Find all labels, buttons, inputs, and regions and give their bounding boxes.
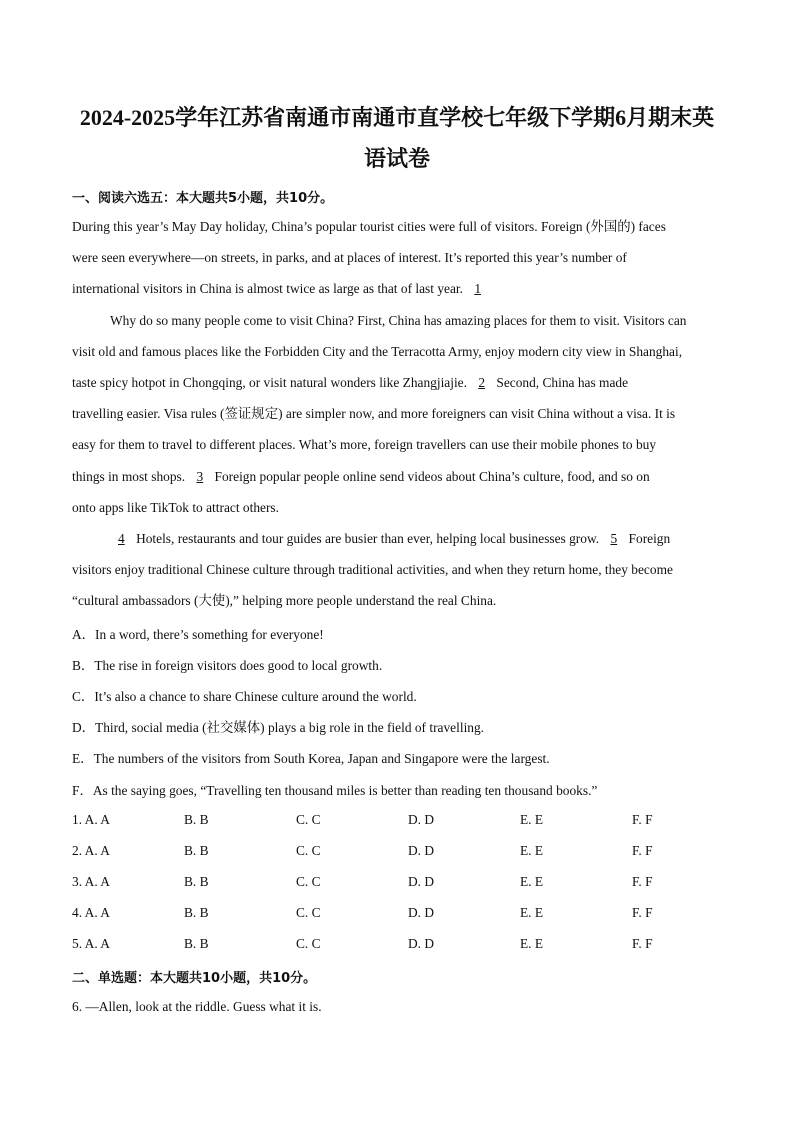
- para2-line5: easy for them to travel to different places. What’s more, foreign travellers can use their mobile phones to buy: [72, 437, 657, 452]
- q3-choice-c[interactable]: C. C: [296, 874, 321, 889]
- answer-row-2: [72, 843, 722, 861]
- blank-3[interactable]: 3: [196, 469, 204, 484]
- section1-heading: 一、阅读六选五：本大题共5小题，共10分。: [72, 191, 334, 206]
- para2-line4: travelling easier. Visa rules (签证规定) are simpler now, and more foreigners can visit China without a visa. It is: [72, 406, 676, 421]
- q4-choice-d[interactable]: D. D: [408, 905, 435, 920]
- q3-choice-b[interactable]: B. B: [184, 874, 209, 889]
- q2-choice-b[interactable]: B. B: [184, 843, 209, 858]
- q2-choice-e[interactable]: E. E: [520, 843, 544, 858]
- para3-line2: visitors enjoy traditional Chinese culture through traditional activities, and when they return home, they become: [72, 562, 673, 577]
- option-b: B．The rise in foreign visitors does good to local growth.: [72, 658, 383, 673]
- q1-choice-f[interactable]: F. F: [632, 812, 653, 827]
- para2-line1: Why do so many people come to visit China? First, China has amazing places for them to visit. Visitors can: [110, 313, 687, 328]
- para3-line1: [110, 530, 722, 548]
- option-c: C．It’s also a chance to share Chinese culture around the world.: [72, 689, 417, 704]
- q3-choice-d[interactable]: D. D: [408, 874, 435, 889]
- q4-choice-c[interactable]: C. C: [296, 905, 321, 920]
- q5-choice-d[interactable]: D. D: [408, 936, 435, 951]
- q4-choice-b[interactable]: B. B: [184, 905, 209, 920]
- q3-choice-e[interactable]: E. E: [520, 874, 544, 889]
- q5-choice-c[interactable]: C. C: [296, 936, 321, 951]
- answer-row-5: [72, 936, 722, 954]
- blank-4[interactable]: 4: [118, 531, 125, 546]
- para1-line3: [72, 280, 722, 298]
- para2-line3-after: Second, China has made: [496, 375, 629, 390]
- option-a: A．In a word, there’s something for everyone!: [72, 627, 324, 642]
- blank-5[interactable]: 5: [610, 531, 618, 546]
- answer-row-1: [72, 812, 722, 830]
- q1-choice-d[interactable]: D. D: [408, 812, 435, 827]
- section2-heading: 二、单选题：本大题共10小题，共10分。: [72, 971, 317, 986]
- q2-choice-c[interactable]: C. C: [296, 843, 321, 858]
- option-e: E．The numbers of the visitors from South Korea, Japan and Singapore were the largest.: [72, 751, 550, 766]
- para1-line1: During this year’s May Day holiday, China’s popular tourist cities were full of visitors. Foreign (外国的) faces: [72, 219, 666, 234]
- question-6: 6. —Allen, look at the riddle. Guess what it is.: [72, 999, 322, 1014]
- exam-title-line2: 语试卷: [363, 146, 430, 171]
- para2-line3-text: taste spicy hotpot in Chongqing, or visit natural wonders like Zhangjiajie.: [72, 375, 467, 390]
- para1-line2: were seen everywhere—on streets, in parks, and at places of interest. It’s reported this year’s number of: [72, 250, 627, 265]
- blank-2[interactable]: 2: [478, 375, 486, 390]
- q4-choice-a[interactable]: 4. A. A: [72, 905, 110, 920]
- q1-choice-a[interactable]: 1. A. A: [72, 812, 110, 827]
- answer-row-3: [72, 874, 722, 892]
- blank-1[interactable]: 1: [474, 281, 482, 296]
- q1-choice-b[interactable]: B. B: [184, 812, 209, 827]
- para2-line6: [72, 468, 722, 486]
- para2-line6-after: Foreign popular people online send videos about China’s culture, food, and so on: [214, 469, 650, 484]
- q4-choice-f[interactable]: F. F: [632, 905, 653, 920]
- q3-choice-a[interactable]: 3. A. A: [72, 874, 110, 889]
- q4-choice-e[interactable]: E. E: [520, 905, 544, 920]
- q2-choice-f[interactable]: F. F: [632, 843, 653, 858]
- answer-row-4: [72, 905, 722, 923]
- q5-choice-e[interactable]: E. E: [520, 936, 544, 951]
- para2-line7: onto apps like TikTok to attract others.: [72, 500, 279, 515]
- para3-line1-after: Foreign: [628, 531, 671, 546]
- option-d: D．Third, social media (社交媒体) plays a big role in the field of travelling.: [72, 720, 485, 735]
- q5-choice-f[interactable]: F. F: [632, 936, 653, 951]
- q5-choice-a[interactable]: 5. A. A: [72, 936, 110, 951]
- para2-line6-text: things in most shops.: [72, 469, 186, 484]
- para2-line3: [72, 374, 722, 392]
- para3-line1-mid: Hotels, restaurants and tour guides are busier than ever, helping local businesses grow.: [136, 531, 600, 546]
- para1-line3-text: international visitors in China is almost twice as large as that of last year.: [72, 281, 463, 296]
- q1-choice-c[interactable]: C. C: [296, 812, 321, 827]
- para2-line2: visit old and famous places like the Forbidden City and the Terracotta Army, enjoy modern city view in Shanghai,: [72, 344, 683, 359]
- option-f: F．As the saying goes, “Travelling ten thousand miles is better than reading ten thousand books.”: [72, 783, 598, 798]
- exam-title-line1: 2024-2025学年江苏省南通市南通市直学校七年级下学期6月期末英: [79, 105, 715, 130]
- q5-choice-b[interactable]: B. B: [184, 936, 209, 951]
- q3-choice-f[interactable]: F. F: [632, 874, 653, 889]
- para3-line3: “cultural ambassadors (大使),” helping more people understand the real China.: [72, 593, 497, 608]
- q2-choice-d[interactable]: D. D: [408, 843, 435, 858]
- q1-choice-e[interactable]: E. E: [520, 812, 544, 827]
- q2-choice-a[interactable]: 2. A. A: [72, 843, 110, 858]
